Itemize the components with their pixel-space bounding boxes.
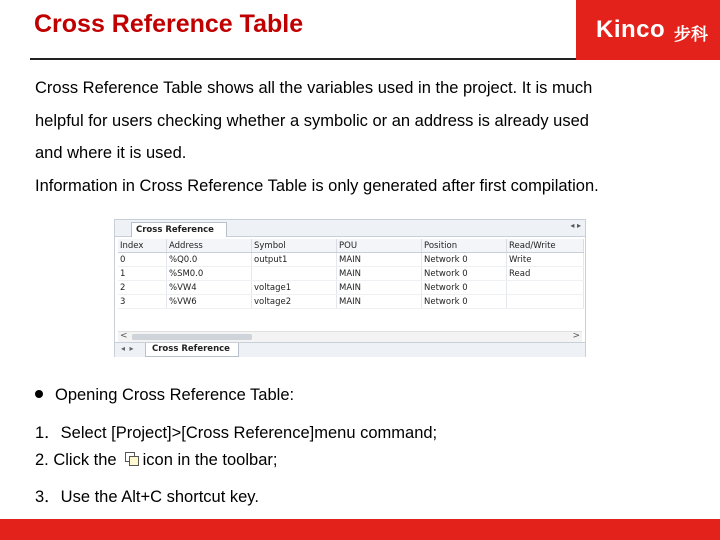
step-2 (35, 451, 277, 470)
cross-reference-toolbar-icon (125, 452, 139, 466)
column-header-symbol[interactable]: Symbol (252, 239, 337, 253)
cell-address: %VW4 (167, 281, 252, 295)
steps-heading: Opening Cross Reference Table: (55, 386, 295, 404)
intro-line: Information in Cross Reference Table is only generated after first compilation. (35, 176, 599, 195)
logo-chinese-text: 步科 (674, 25, 708, 44)
cell-symbol: voltage2 (252, 295, 337, 309)
tab-navigation-icon[interactable]: ◂ ▸ (121, 344, 135, 353)
intro-line: and where it is used. (35, 144, 187, 162)
cross-reference-window (114, 219, 586, 357)
step-2-text-end: icon in the toolbar; (142, 451, 278, 469)
kinco-logo (576, 0, 720, 60)
step-3: 3．Use the Alt+C shortcut key. (35, 488, 259, 506)
step-1: 1．Select [Project]>[Cross Reference]menu command; (35, 424, 438, 442)
page-title: Cross Reference Table (34, 10, 304, 38)
table-row[interactable] (118, 281, 584, 295)
column-header-read-write[interactable]: Read/Write (507, 239, 584, 253)
cell-read-write: Write (507, 253, 584, 267)
cell-position: Network 0 (422, 281, 507, 295)
cell-pou: MAIN (337, 267, 422, 281)
bullet-heading (35, 386, 294, 405)
cell-index: 2 (118, 281, 167, 295)
tab-scroll-arrows-icon[interactable]: ◂ ▸ (570, 221, 581, 230)
bullet-icon (35, 390, 43, 398)
scroll-right-icon[interactable]: > (572, 331, 580, 341)
intro-paragraph (35, 72, 675, 202)
top-tab-bar (115, 220, 585, 237)
horizontal-scrollbar[interactable] (118, 331, 582, 342)
cell-symbol (252, 267, 337, 281)
column-header-index[interactable]: Index (118, 239, 167, 253)
footer-bar (0, 519, 720, 540)
bottom-tab-bar (115, 342, 585, 357)
table-row[interactable] (118, 253, 584, 267)
cell-symbol: output1 (252, 253, 337, 267)
scroll-left-icon[interactable]: < (120, 331, 128, 341)
cell-position: Network 0 (422, 267, 507, 281)
cell-index: 3 (118, 295, 167, 309)
table-row[interactable] (118, 295, 584, 309)
cell-position: Network 0 (422, 295, 507, 309)
cell-read-write: Read (507, 267, 584, 281)
cell-index: 1 (118, 267, 167, 281)
step-2-text: 2. Click the (35, 451, 117, 469)
column-header-pou[interactable]: POU (337, 239, 422, 253)
cell-read-write (507, 295, 584, 309)
cell-address: %Q0.0 (167, 253, 252, 267)
tab-cross-reference[interactable]: Cross Reference (131, 222, 227, 237)
cross-reference-table (118, 239, 584, 309)
scrollbar-thumb[interactable] (132, 334, 252, 340)
title-divider (30, 58, 576, 60)
logo-text: Kinco (596, 16, 666, 43)
column-header-position[interactable]: Position (422, 239, 507, 253)
cell-pou: MAIN (337, 295, 422, 309)
cell-pou: MAIN (337, 253, 422, 267)
bottom-tab-cross-reference[interactable]: Cross Reference (145, 343, 239, 357)
table-header-row (118, 239, 584, 253)
cell-read-write (507, 281, 584, 295)
table-row[interactable] (118, 267, 584, 281)
intro-line: helpful for users checking whether a symbolic or an address is already used (35, 111, 589, 130)
cell-index: 0 (118, 253, 167, 267)
intro-line: Cross Reference Table shows all the variables used in the project. It is much (35, 79, 593, 97)
cell-position: Network 0 (422, 253, 507, 267)
cell-address: %VW6 (167, 295, 252, 309)
column-header-address[interactable]: Address (167, 239, 252, 253)
cell-address: %SM0.0 (167, 267, 252, 281)
cell-symbol: voltage1 (252, 281, 337, 295)
cell-pou: MAIN (337, 281, 422, 295)
